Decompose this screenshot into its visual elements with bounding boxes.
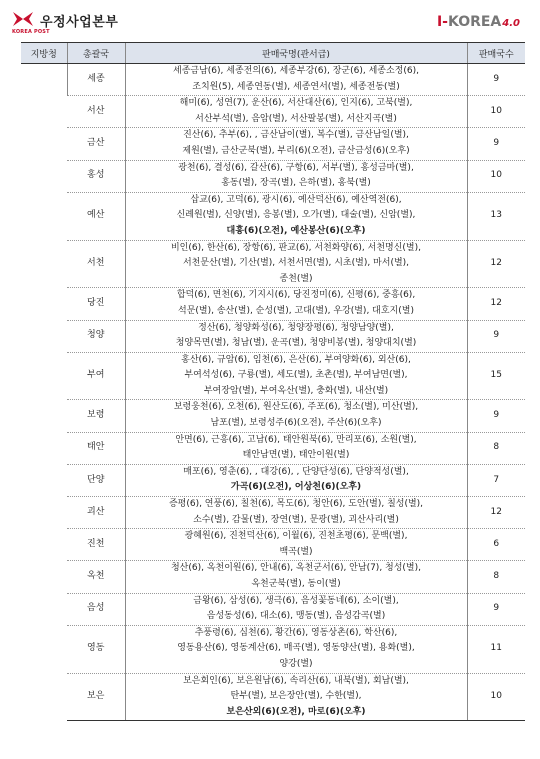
- sales-office-line: 부여장암(별), 부여옥산(별), 충화(별), 내산(별): [203, 385, 389, 396]
- brand-part2: KOREA: [447, 14, 502, 30]
- table-header-row: [21, 43, 525, 64]
- office-count-cell: 12: [467, 288, 525, 320]
- office-count-cell: 12: [467, 497, 525, 529]
- table-row: [21, 673, 525, 721]
- sales-office-line: 탄부(별), 보은장안(별), 수한(별),: [230, 691, 362, 702]
- office-cell: 괴산: [67, 497, 125, 529]
- sales-offices-cell: [125, 288, 467, 320]
- office-count-cell: 7: [467, 464, 525, 496]
- sales-office-table: [21, 42, 525, 721]
- sales-office-line: 제원(별), 금산군북(별), 부리(6)(오전), 금산금성(6)(오후): [182, 145, 410, 156]
- table-row: [21, 96, 525, 128]
- sales-office-line: 금왕(6), 삼성(6), 생극(6), 음성꽃동네(6), 소이(별),: [193, 595, 399, 606]
- office-count-cell: 10: [467, 673, 525, 721]
- korea-post-logo: [12, 10, 142, 38]
- sales-offices-cell: [125, 192, 467, 240]
- office-cell: 금산: [67, 128, 125, 160]
- sales-offices-cell: [125, 64, 467, 96]
- office-count-cell: 9: [467, 64, 525, 96]
- table-row: [21, 625, 525, 673]
- table-row: [21, 240, 525, 288]
- office-cell: 태안: [67, 432, 125, 464]
- office-cell: 서천: [67, 240, 125, 288]
- table-row: [21, 561, 525, 593]
- sales-office-line: 대흥(6)(오전), 예산봉산(6)(오후): [226, 225, 366, 236]
- office-count-cell: 13: [467, 192, 525, 240]
- brand-part1: I-: [436, 14, 448, 30]
- office-cell: 부여: [67, 352, 125, 400]
- sales-office-line: 부여석성(6), 구룡(별), 세도(별), 초촌(별), 부여남면(별),: [184, 370, 408, 381]
- office-count-cell: 12: [467, 240, 525, 288]
- office-count-cell: 9: [467, 593, 525, 625]
- office-cell: 단양: [67, 464, 125, 496]
- office-count-cell: 10: [467, 96, 525, 128]
- sales-offices-cell: [125, 400, 467, 432]
- sales-office-line: 양강(별): [279, 658, 313, 669]
- sales-offices-cell: [125, 593, 467, 625]
- sales-office-line: 종천(별): [279, 273, 313, 284]
- table-row: [21, 128, 525, 160]
- sales-offices-cell: [125, 160, 467, 192]
- sales-office-line: 홍동(별), 장곡(별), 은하(별), 홍북(별): [221, 178, 371, 189]
- sales-offices-cell: [125, 240, 467, 288]
- sales-office-line: 진산(6), 추부(6), , 금산남이(별), 복수(별), 금산남일(별),: [183, 130, 409, 141]
- table-row: [21, 593, 525, 625]
- sales-office-line: 비인(6), 한산(6), 장항(6), 판교(6), 서천화양(6), 서천명신(별),: [170, 242, 422, 253]
- sales-office-line: 보은산외(6)(오전), 마로(6)(오후): [226, 706, 366, 717]
- office-count-cell: 6: [467, 529, 525, 561]
- sales-office-line: 영동용산(6), 영동계산(6), 매곡(별), 영동양산(별), 용화(별),: [177, 643, 415, 654]
- sales-office-line: 보령웅천(6), 오천(6), 원산도(6), 주포(6), 청소(별), 미산(별),: [173, 402, 419, 413]
- office-cell: 옥천: [67, 561, 125, 593]
- table-row: [21, 529, 525, 561]
- table-row: [21, 400, 525, 432]
- office-cell: 진천: [67, 529, 125, 561]
- region-cell: [21, 64, 67, 721]
- sales-office-line: 서산부석(별), 음암(별), 서산팔봉(별), 서산지곡(별): [195, 113, 397, 124]
- sales-office-line: 안면(6), 근흥(6), 고남(6), 태안원북(6), 만리포(6), 소원(별),: [175, 434, 417, 445]
- sales-office-line: 소수(별), 감물(별), 장연(별), 문광(별), 괴산사리(별): [193, 514, 399, 525]
- sales-office-line: 해미(6), 성연(7), 운산(6), 서산대산(6), 인지(6), 고북(별),: [179, 98, 413, 109]
- sales-offices-cell: [125, 464, 467, 496]
- sales-offices-cell: [125, 561, 467, 593]
- sales-offices-cell: [125, 128, 467, 160]
- table-row: [21, 432, 525, 464]
- sales-office-line: 청산(6), 옥천이원(6), 안내(6), 옥천군서(6), 안남(7), 청성(별),: [170, 563, 422, 574]
- col-header-sales: 판매국명(관서급): [125, 43, 467, 64]
- sales-offices-cell: [125, 96, 467, 128]
- i-korea-logo: [437, 14, 520, 30]
- brand-part3: 4.0: [502, 18, 520, 29]
- sales-office-line: 정산(6), 청양화성(6), 청양장평(6), 청양남양(별),: [198, 322, 394, 333]
- sales-office-line: 가곡(6)(오전), 어상천(6)(오후): [230, 482, 362, 493]
- sales-office-line: 신례원(별), 신양(별), 응봉(별), 오가(별), 대술(별), 신암(별),: [176, 210, 416, 221]
- sales-offices-cell: [125, 320, 467, 352]
- table-body: [21, 64, 525, 721]
- sales-office-line: 서천문산(별), 기산(별), 서천서면(별), 시초(별), 마서(별),: [182, 258, 410, 269]
- office-cell: 보령: [67, 400, 125, 432]
- office-count-cell: 8: [467, 432, 525, 464]
- sales-office-line: 홍산(6), 규암(6), 임천(6), 은산(6), 부여양화(6), 외산(6),: [181, 354, 411, 365]
- sales-office-line: 태안남면(별), 태안이원(별): [242, 450, 350, 461]
- sales-office-line: 추풍령(6), 심천(6), 황간(6), 영동상촌(6), 학산(6),: [194, 627, 398, 638]
- sales-office-line: 남포(별), 보령성주(6)(오전), 주산(6)(오후): [210, 418, 382, 429]
- table-row: [21, 288, 525, 320]
- office-count-cell: 15: [467, 352, 525, 400]
- sales-office-line: 삽교(6), 고덕(6), 광시(6), 예산덕산(6), 예산역전(6),: [190, 194, 402, 205]
- sales-office-line: 옥천군북(별), 동이(별): [251, 579, 341, 589]
- office-count-cell: 9: [467, 400, 525, 432]
- sales-offices-cell: [125, 352, 467, 400]
- sales-office-line: 광천(6), 결성(6), 갈산(6), 구항(6), 서부(별), 홍성금마(별),: [178, 162, 414, 173]
- office-cell: 영동: [67, 625, 125, 673]
- office-cell: 서산: [67, 96, 125, 128]
- table-row: [21, 352, 525, 400]
- sales-office-line: 세종금남(6), 세종전의(6), 세종부강(6), 장군(6), 세종소정(6),: [173, 66, 419, 76]
- col-header-office: 총괄국: [67, 43, 125, 64]
- org-name: 우정사업본부: [40, 15, 119, 30]
- sales-office-line: 음성동성(6), 대소(6), 맹동(별), 음성감곡(별): [206, 611, 386, 622]
- org-sub: KOREA POST: [12, 29, 50, 35]
- sales-offices-cell: [125, 497, 467, 529]
- sales-offices-cell: [125, 432, 467, 464]
- office-cell: 세종: [67, 64, 125, 96]
- korea-post-emblem-icon: [12, 10, 34, 28]
- office-count-cell: 8: [467, 561, 525, 593]
- sales-office-line: 조치원(5), 세종연동(별), 세종연서(별), 세종전동(별): [192, 81, 400, 92]
- col-header-count: 판매국수: [467, 43, 525, 64]
- office-cell: 당진: [67, 288, 125, 320]
- office-cell: 보은: [67, 673, 125, 721]
- sales-offices-cell: [125, 529, 467, 561]
- sales-office-line: 증평(6), 연풍(6), 칠천(6), 목도(6), 청안(6), 도안(별), 칠성(별),: [168, 499, 424, 510]
- table-row: [21, 320, 525, 352]
- table-row: [21, 64, 525, 96]
- office-cell: 예산: [67, 192, 125, 240]
- office-count-cell: 9: [467, 128, 525, 160]
- sales-office-line: 청양목면(별), 청남(별), 운곡(별), 청양비봉(별), 청양대치(별): [175, 338, 417, 349]
- office-cell: 음성: [67, 593, 125, 625]
- table-row: [21, 192, 525, 240]
- office-cell: 홍성: [67, 160, 125, 192]
- sales-office-line: 매포(6), 영춘(6), , 대강(6), , 단양단성(6), 단양적성(별),: [183, 466, 409, 477]
- sales-offices-cell: [125, 625, 467, 673]
- sales-offices-cell: [125, 673, 467, 721]
- sales-office-line: 광혜원(6), 진천덕산(6), 이월(6), 진천초평(6), 문백(별),: [184, 531, 408, 542]
- table-row: [21, 497, 525, 529]
- col-header-region: 지방청: [21, 43, 67, 64]
- office-count-cell: 9: [467, 320, 525, 352]
- sales-office-line: 석문(별), 송산(별), 순성(별), 고대(별), 우강(별), 대호지(별): [178, 305, 414, 316]
- sales-office-line: 합덕(6), 면천(6), 기지시(6), 당진정미(6), 신평(6), 중흥(6),: [176, 290, 416, 301]
- office-count-cell: 11: [467, 625, 525, 673]
- sales-office-line: 보은회인(6), 보은원남(6), 속리산(6), 내북(별), 회남(별),: [183, 675, 409, 686]
- office-cell: 청양: [67, 320, 125, 352]
- sales-office-line: 백곡(별): [279, 546, 313, 557]
- table-row: [21, 464, 525, 496]
- page-header: [0, 0, 540, 40]
- office-count-cell: 10: [467, 160, 525, 192]
- table-row: [21, 160, 525, 192]
